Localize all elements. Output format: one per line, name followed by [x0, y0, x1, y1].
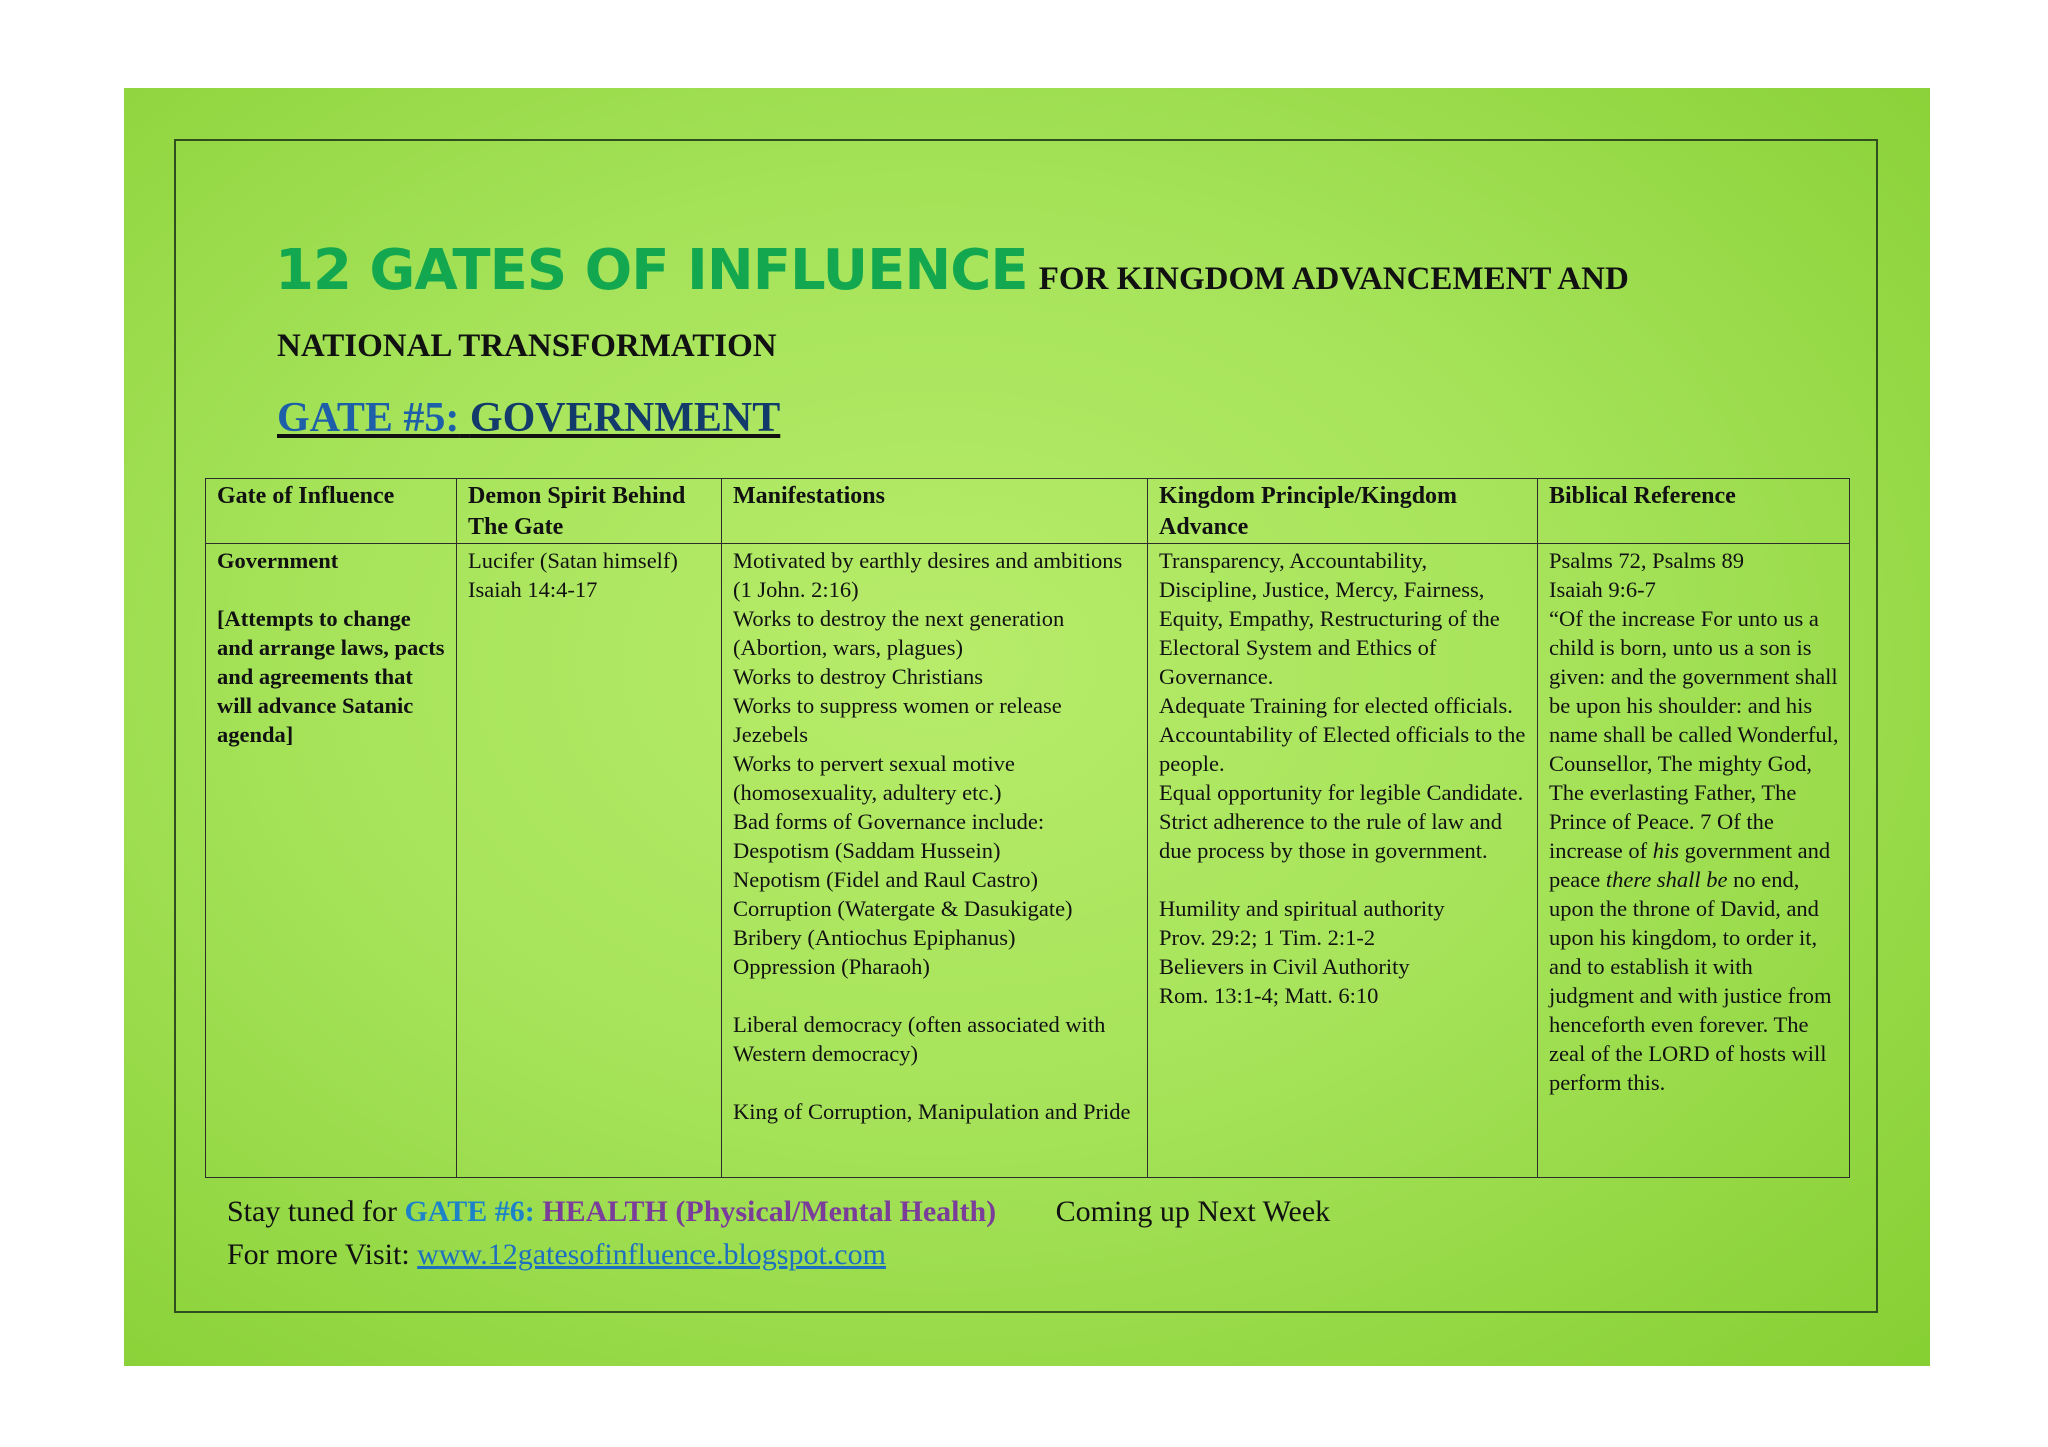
- manifestation-item: Bad forms of Governance include:: [733, 809, 1045, 834]
- demon-spirit-reference: Isaiah 14:4-17: [468, 577, 598, 602]
- footer-coming-up: Coming up Next Week: [1055, 1195, 1331, 1228]
- kingdom-principle-cell: [1148, 544, 1538, 1178]
- gate-cell-name: Government: [217, 548, 339, 573]
- table-header-row: [206, 479, 1850, 544]
- header-biblical-reference: Biblical Reference: [1538, 479, 1850, 544]
- table-row: [206, 544, 1850, 1178]
- manifestation-item: Works to destroy the next generation (Abortion, wars, plagues): [733, 606, 1065, 660]
- gate-heading: [277, 394, 780, 442]
- footer-gate6: GATE #6:: [404, 1195, 535, 1228]
- manifestation-item: Liberal democracy (often associated with Western democracy): [733, 1012, 1106, 1066]
- gate-name: GOVERNMENT: [469, 395, 781, 441]
- gate-cell-description: [Attempts to change and arrange laws, pacts and agreements that will advance Satanic agenda]: [217, 606, 445, 747]
- manifestation-item: Works to pervert sexual motive (homosexuality, adultery etc.): [733, 751, 1015, 805]
- gate-number: GATE #5:: [277, 395, 460, 441]
- manifestation-item: Works to destroy Christians: [733, 664, 984, 689]
- header-demon-spirit: Demon Spirit Behind The Gate: [457, 479, 722, 544]
- manifestation-item: King of Corruption, Manipulation and Pride: [733, 1099, 1131, 1124]
- slide-background: [124, 88, 1930, 1366]
- manifestation-item: Despotism (Saddam Hussein): [733, 838, 1001, 863]
- demon-spirit-name: Lucifer (Satan himself): [468, 548, 678, 573]
- principle-item: Believers in Civil Authority: [1159, 954, 1410, 979]
- principle-item: Humility and spiritual authority: [1159, 896, 1445, 921]
- reference-quote: “Of the increase For unto us a child is born, unto us a son is given: and the government shall be upon his shoulder: and his name shall be called Wonderful, Counsellor, The mighty God, The everlasting Father, The Prince of Peace. 7 Of the increase of his government and peace there shall be no end, upon the throne of David, and upon his kingdom, to order it, and to establish it with judgment and with justice from henceforth even forever. The zeal of the LORD of hosts will perform this.: [1549, 606, 1839, 1095]
- footer-visit-label: For more Visit:: [227, 1238, 418, 1271]
- principle-item: Strict adherence to the rule of law and due process by those in government.: [1159, 809, 1502, 863]
- gates-table: [205, 478, 1850, 1178]
- manifestations-cell: [722, 544, 1148, 1178]
- manifestation-item: Motivated by earthly desires and ambitions (1 John. 2:16): [733, 548, 1123, 602]
- manifestation-item: Works to suppress women or release Jezebels: [733, 693, 1062, 747]
- manifestation-item: Oppression (Pharaoh): [733, 954, 930, 979]
- principle-item: Rom. 13:1-4; Matt. 6:10: [1159, 983, 1379, 1008]
- header-kingdom-principle: Kingdom Principle/Kingdom Advance: [1148, 479, 1538, 544]
- gate-cell: [206, 544, 457, 1178]
- principle-item: Adequate Training for elected officials.: [1159, 693, 1513, 718]
- footer-health: HEALTH (Physical/Mental Health): [534, 1195, 997, 1228]
- demon-spirit-cell: [457, 544, 722, 1178]
- header-manifestations: Manifestations: [722, 479, 1148, 544]
- principle-item: Transparency, Accountability, Discipline, Justice, Mercy, Fairness, Equity, Empathy, Restructuring of the Electoral System and Ethics of Governance.: [1159, 548, 1500, 689]
- footer-next-gate: [227, 1195, 1330, 1229]
- footer-visit: [227, 1238, 886, 1272]
- header-gate: Gate of Influence: [206, 479, 457, 544]
- title-main: 12 GATES OF INFLUENCE: [275, 238, 1028, 303]
- biblical-reference-cell: [1538, 544, 1850, 1178]
- principle-item: Equal opportunity for legible Candidate.: [1159, 780, 1524, 805]
- manifestation-item: Nepotism (Fidel and Raul Castro): [733, 867, 1038, 892]
- reference-psalms: Psalms 72, Psalms 89: [1549, 548, 1745, 573]
- footer-stay-tuned: Stay tuned for: [227, 1195, 405, 1228]
- manifestation-item: Corruption (Watergate & Dasukigate): [733, 896, 1073, 921]
- title: [275, 238, 1629, 303]
- reference-isaiah: Isaiah 9:6-7: [1549, 577, 1656, 602]
- manifestation-item: Bribery (Antiochus Epiphanus): [733, 925, 1016, 950]
- title-line-2: NATIONAL TRANSFORMATION: [277, 328, 777, 364]
- principle-item: Accountability of Elected officials to the people.: [1159, 722, 1526, 776]
- blog-link[interactable]: www.12gatesofinfluence.blogspot.com: [417, 1238, 886, 1271]
- title-subtitle: FOR KINGDOM ADVANCEMENT AND: [1038, 261, 1629, 297]
- principle-item: Prov. 29:2; 1 Tim. 2:1-2: [1159, 925, 1376, 950]
